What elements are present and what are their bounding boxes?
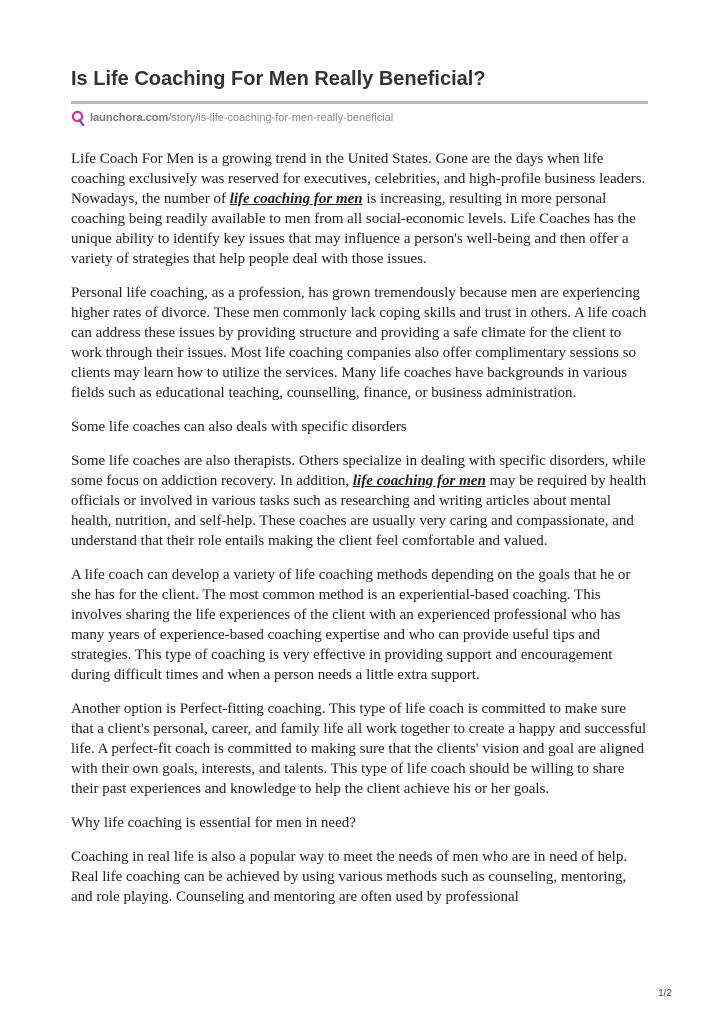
paragraph: Some life coaches are also therapists. Others specialize in dealing with specific disorders, while some focus on addiction recovery. In addition, life coaching for men may be required by health officials or involved in various tasks such as researching and writing articles about mental health, nutrition, and self-help. These coaches are usually very caring and compassionate, and understand that their role entails making the client feel comfortable and valued. xyxy=(71,453,647,549)
paragraph: Why life coaching is essential for men in need? xyxy=(71,815,356,831)
paragraph: Another option is Perfect-fitting coaching. This type of life coach is committed to make sure that a client's personal, career, and family life all work together to create a happy and successful life. A perfect-fit coach is committed to making sure that the clients' vision and goal are aligned with their own goals, interests, and talents. This type of life coach should be willing to share their past experiences and knowledge to help the client achieve his or her goals. xyxy=(71,701,647,797)
life-coaching-link[interactable]: life coaching for men xyxy=(229,191,363,207)
launchora-logo-icon xyxy=(71,110,85,126)
paragraph: A life coach can develop a variety of life coaching methods depending on the goals that he or she has for the client. The most common method is an experiential-based coaching. This involves sharing the life experiences of the client with an experienced professional who has many years of experience-based coaching expertise and who can provide useful tips and strategies. This type of coaching is very effective in providing support and encouragement during difficult times and when a person needs a little extra support. xyxy=(71,567,631,683)
source-host[interactable]: launchora.com xyxy=(90,112,169,124)
paragraph: Coaching in real life is also a popular way to meet the needs of men who are in need of help. Real life coaching can be achieved by using various methods such as counseling, mentoring, and role playing. Counseling and mentoring are often used by professional xyxy=(71,849,628,905)
article-title: Is Life Coaching For Men Really Beneficial? xyxy=(71,60,648,104)
source-line xyxy=(71,109,648,127)
document-page xyxy=(71,60,648,921)
paragraph: Life Coach For Men is a growing trend in the United States. Gone are the days when life coaching exclusively was reserved for executives, celebrities, and high-profile business leaders. Nowadays, the number of life coaching for men is increasing, resulting in more personal coaching being readily available to men from all social-economic levels. Life Coaches has the unique ability to identify key issues that may influence a person's well-being and then offer a variety of strategies that help people deal with those issues. xyxy=(71,151,646,267)
life-coaching-link[interactable]: life coaching for men xyxy=(352,473,486,489)
source-path[interactable]: /story/is-life-coaching-for-men-really-beneficial xyxy=(168,112,394,124)
article-body xyxy=(71,149,648,907)
paragraph: Personal life coaching, as a profession, has grown tremendously because men are experiencing higher rates of divorce. These men commonly lack coping skills and trust in others. A life coach can address these issues by providing structure and providing a safe climate for the client to work through their issues. Most life coaching companies also offer complimentary sessions so clients may learn how to utilize the services. Many life coaches have backgrounds in various fields such as educational teaching, counselling, finance, or business administration. xyxy=(71,285,647,401)
paragraph: Some life coaches can also deals with specific disorders xyxy=(71,419,407,435)
page-number: 1/2 xyxy=(658,988,672,999)
